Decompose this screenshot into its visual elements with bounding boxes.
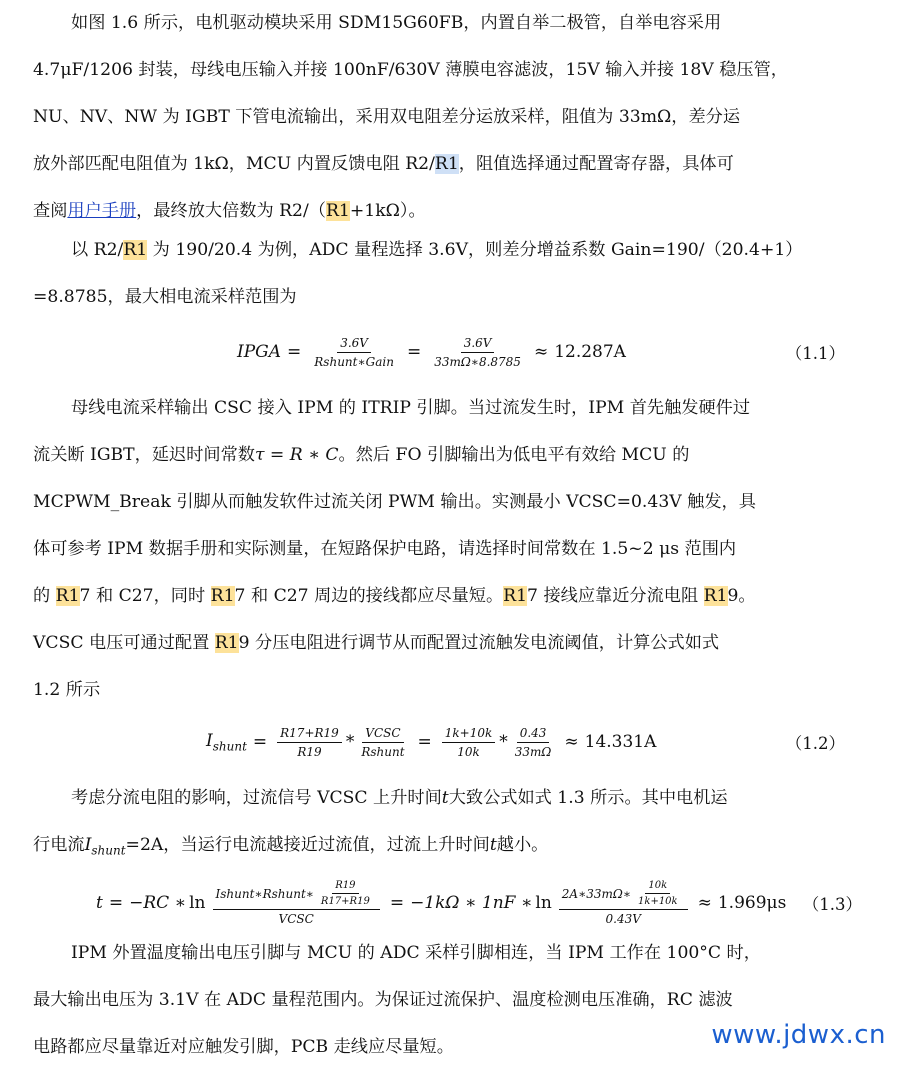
text-line: NU、NV、NW 为 IGBT 下管电流输出，采用双电阻差分运放采样，阻值为 33mΩ，差分运 xyxy=(33,107,741,127)
paragraph-4 xyxy=(33,775,863,869)
text-line: 最大输出电压为 3.1V 在 ADC 量程范围内。为保证过流保护、温度检测电压准确，RC 滤波 xyxy=(33,990,733,1010)
text-line: 电路都应尽量靠近对应触发引脚，PCB 走线应尽量短。 xyxy=(33,1037,454,1057)
text-line: 考虑分流电阻的影响，过流信号 VCSC 上升时间t大致公式如式 1.3 所示。其中电机运 xyxy=(71,788,728,808)
text-line: 查阅用户手册，最终放大倍数为 R2/（R1+1kΩ）。 xyxy=(33,201,426,221)
equation-1-1: IPGA = $\frac{3.6V}{\text{Rshunt∗Gain}}$ = $\frac{3.6V}{33m\Omega∗8.8785}$ ≈ 12.287A （1.1） xyxy=(237,335,845,369)
equation-1-3: t = −RC ∗ ln Ishunt∗Rshunt∗ $\frac{R19}{R17+R19}$ VCSC = −1kΩ ∗ 1nF ∗ ln 2A∗33mΩ∗ $\frac{10k}{1k+10k}$ 0.43V ≈ 1.969μs （1.3） xyxy=(96,880,862,926)
text-line: 放外部匹配电阻值为 1kΩ，MCU 内置反馈电阻 R2/R1，阻值选择通过配置寄存器，具体可 xyxy=(33,154,734,174)
text-line: 流关断 IGBT，延迟时间常数τ = R ∗ C。然后 FO 引脚输出为低电平有效给 MCU 的 xyxy=(33,445,690,465)
highlight: R1 xyxy=(325,201,350,221)
text-line: IPM 外置温度输出电压引脚与 MCU 的 ADC 采样引脚相连，当 IPM 工作在 100°C 时， xyxy=(71,943,761,963)
text-line: 如图 1.6 所示，电机驱动模块采用 SDM15G60FB，内置自举二极管，自举电容采用 xyxy=(71,13,722,33)
text-line: 以 R2/R1 为 190/20.4 为例，ADC 量程选择 3.6V，则差分增益系数 Gain=190/（20.4+1） xyxy=(71,240,803,260)
highlight-blue: R1 xyxy=(434,154,459,174)
watermark: www.jdwx.cn xyxy=(711,1020,886,1050)
text-line: MCPWM_Break 引脚从而触发软件过流关闭 PWM 输出。实测最小 VCSC=0.43V 触发，具 xyxy=(33,492,756,512)
text-line: 体可参考 IPM 数据手册和实际测量，在短路保护电路，请选择时间常数在 1.5~2 μs 范围内 xyxy=(33,539,737,559)
paragraph-1 xyxy=(33,0,863,235)
text-line: 4.7μF/1206 封装，母线电压输入并接 100nF/630V 薄膜电容滤波，15V 输入并接 18V 稳压管， xyxy=(33,60,788,80)
user-manual-link[interactable]: 用户手册 xyxy=(67,201,137,221)
text-line: =8.8785，最大相电流采样范围为 xyxy=(33,287,297,307)
text-line: VCSC 电压可通过配置 R19 分压电阻进行调节从而配置过流触发电流阈值，计算公式如式 xyxy=(33,633,720,653)
paragraph-2 xyxy=(33,227,863,321)
paragraph-3 xyxy=(33,385,863,714)
text-line: 的 R17 和 C27，同时 R17 和 C27 周边的接线都应尽量短。R17 接线应靠近分流电阻 R19。 xyxy=(33,586,756,606)
equation-1-2: $I_{shunt}$ = $\frac{R17+R19}{R19}$ * $\frac{\text{VCSC}}{\text{Rshunt}}$ = $\frac{1k+10k}{10k}$ * $\frac{0.43}{33m\Omega}$ ≈ 14.331A （1.2） xyxy=(206,725,845,759)
text-line: 行电流$I_{shunt}=2A$，当运行电流越接近过流值，过流上升时间t越小。 xyxy=(33,835,549,858)
text-line: 1.2 所示 xyxy=(33,680,101,700)
text-line: 母线电流采样输出 CSC 接入 IPM 的 ITRIP 引脚。当过流发生时，IPM 首先触发硬件过 xyxy=(71,398,751,418)
highlight: R1 xyxy=(123,240,148,260)
